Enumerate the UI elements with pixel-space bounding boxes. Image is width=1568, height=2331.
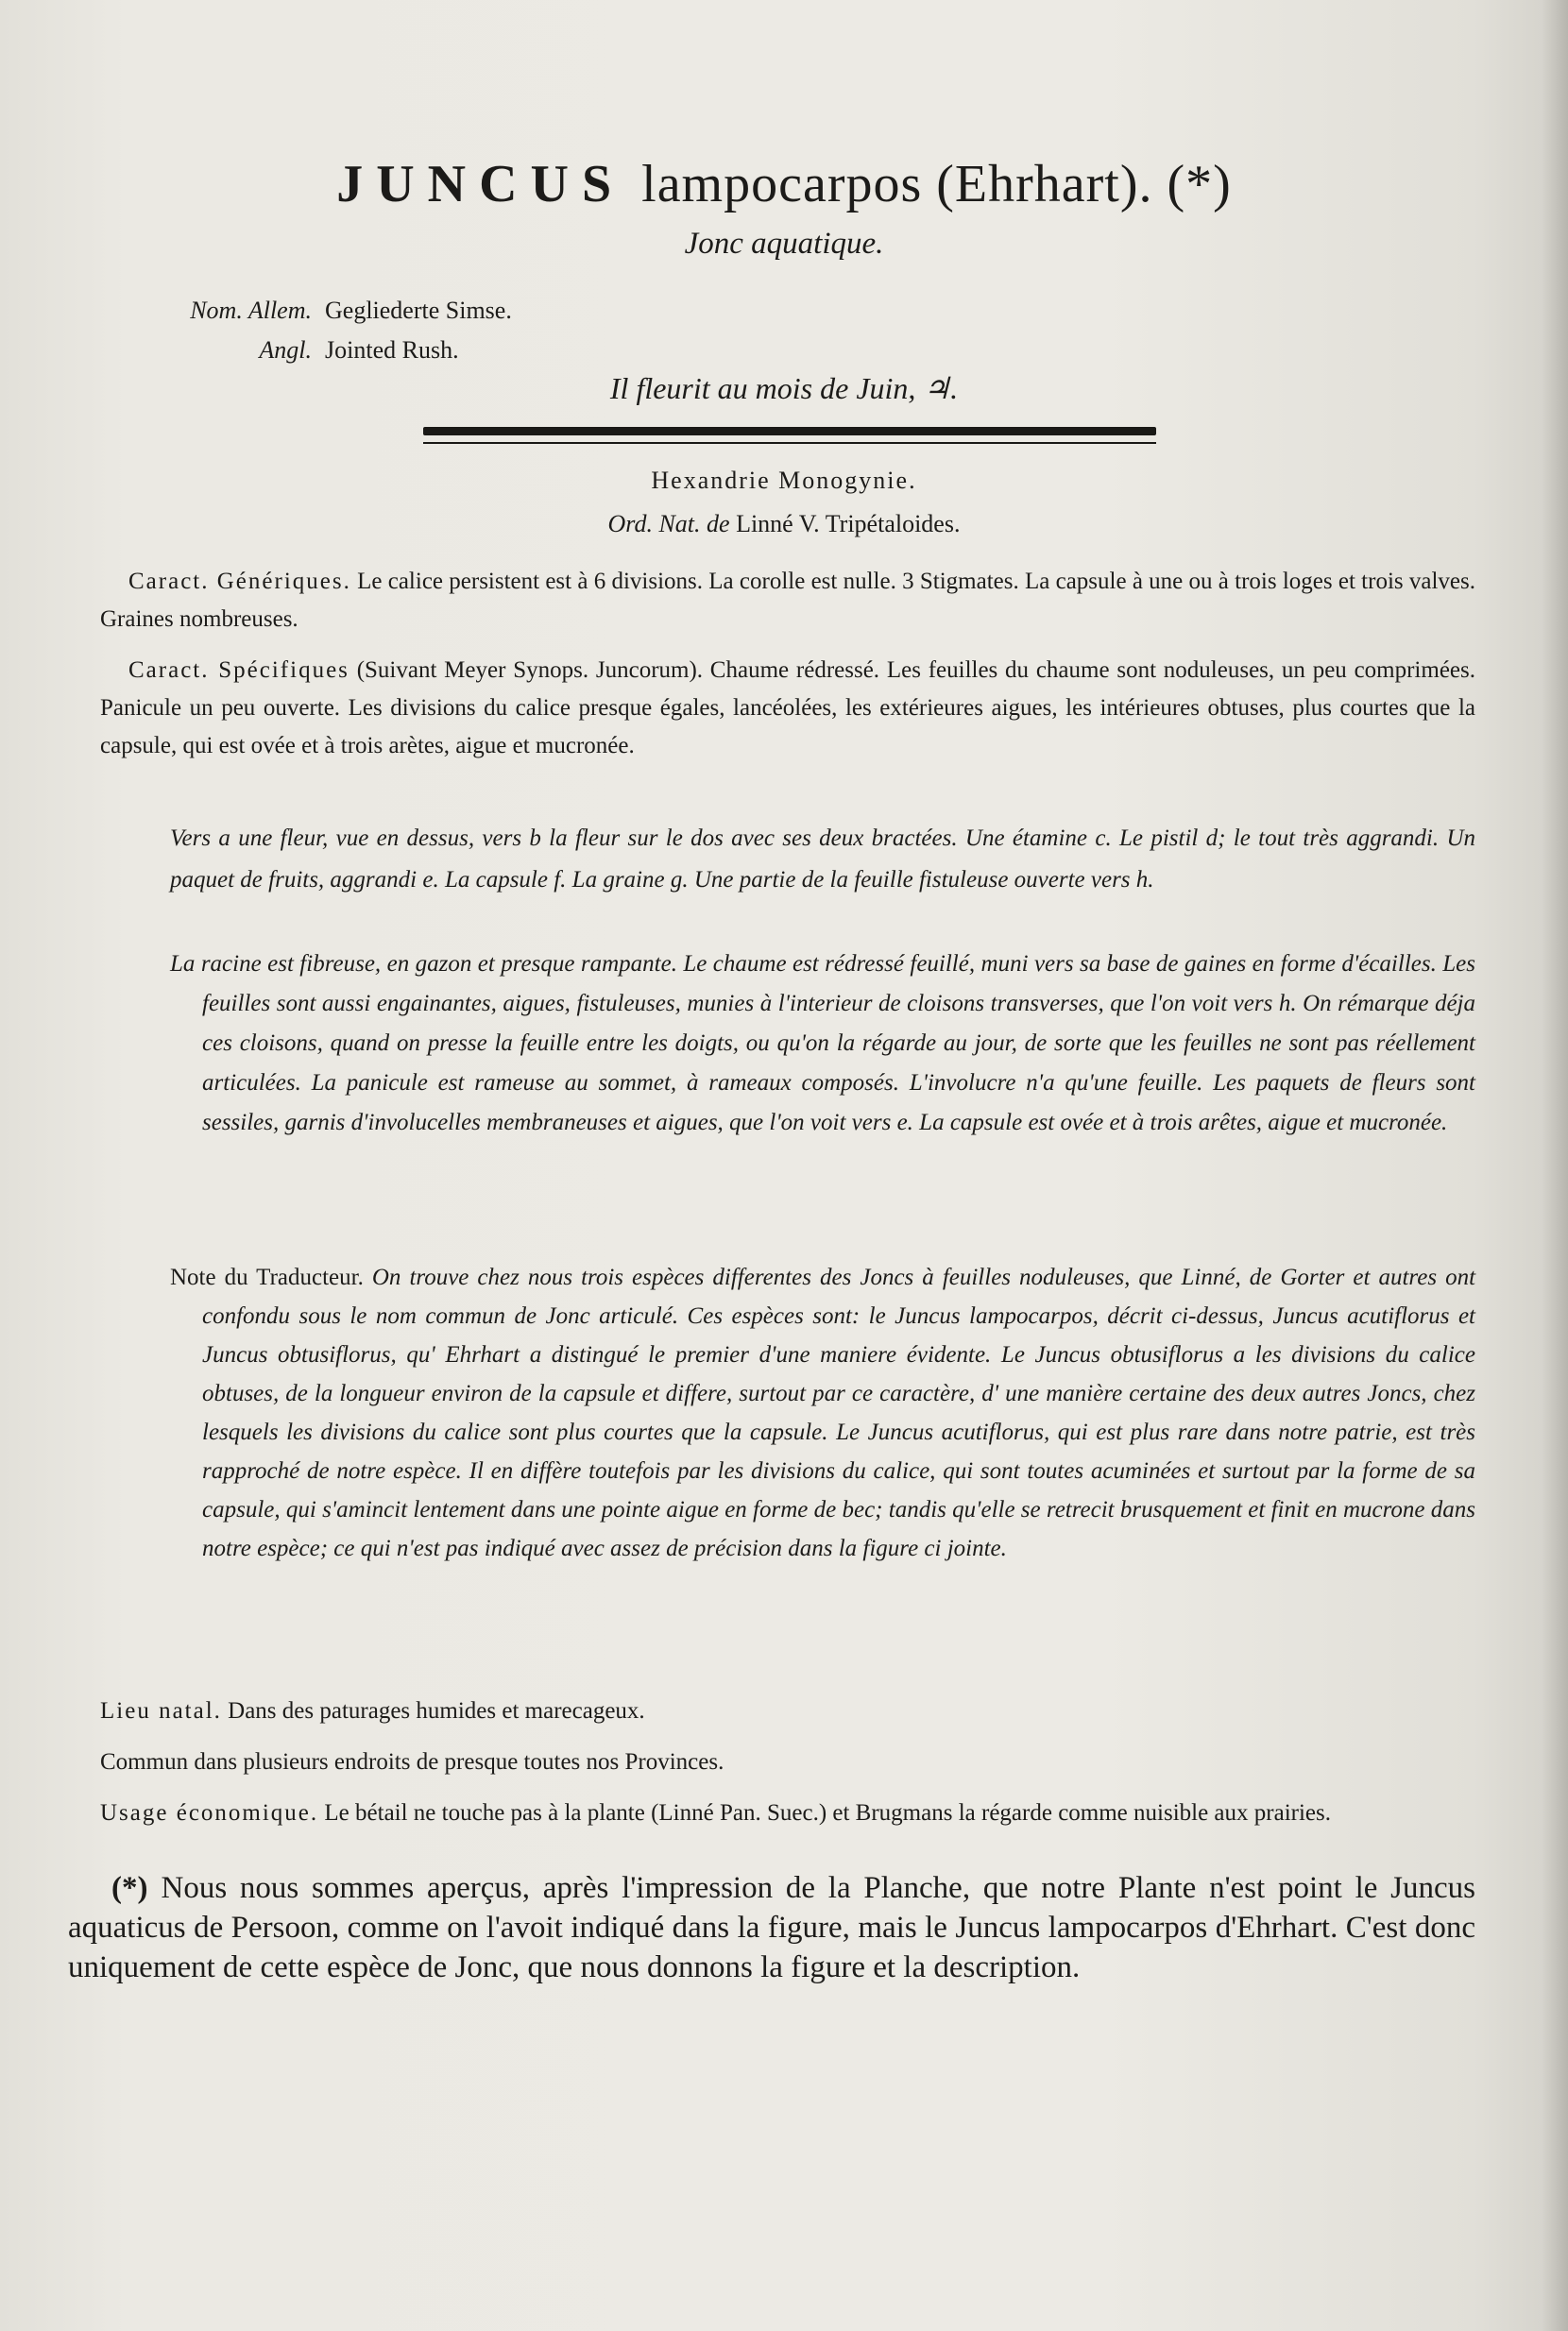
translator-note-heading: Note du Traducteur. — [170, 1265, 364, 1290]
distribution: Commun dans plusieurs endroits de presque toutes nos Provinces. — [100, 1749, 724, 1775]
title-species: lampocarpos (Ehrhart). (*) — [641, 155, 1232, 213]
plant-description: La racine est fibreuse, en gazon et presque rampante. Le chaume est rédressé feuillé, muni vers sa base de gaines en forme d'écailles. Les feuilles sont aussi engainantes, aigues, fistuleuses, munies à l'interieur de cloisons transverses, que l'on voit vers h. On rémarque déja ces cloisons, quand on presse la feuille entre les doigts, ou qu'on la régarde au jour, de sorte que les feuilles ne sont pas réellement articulées. La panicule est rameuse au sommet, à rameaux composés. L'involucre n'a qu'une feuille. Les paquets de fleurs sont sessiles, garnis d'involucelles membraneuses et aigues, que l'on voit vers e. La capsule est ovée et à trois arêtes, aigue et mucronée. — [170, 951, 1475, 1135]
name-english — [132, 331, 512, 370]
divider-thick — [423, 427, 1156, 435]
classification-natural-order — [0, 510, 1568, 538]
flowering-time: Il fleurit au mois de Juin, ♃. — [609, 371, 959, 405]
name-german-value: Gegliederte Simse. — [325, 297, 512, 324]
specific-text: (Suivant Meyer Synops. Juncorum). Chaume rédressé. Les feuilles du chaume sont noduleuses, un peu comprimées. Panicule un peu ouverte. Les divisions du calice presque égales, lancéolées, les extérieures aigues, les intérieures obtuses, plus courtes que la capsule, qui est ovée et à trois arètes, aigue et mucronée. — [100, 657, 1475, 758]
habitat-text: Dans des paturages humides et marecageux. — [228, 1698, 645, 1724]
name-english-value: Jointed Rush. — [325, 336, 459, 364]
generic-heading: Caract. Génériques. — [128, 569, 351, 594]
footnote-text: Nous nous sommes aperçus, après l'impression de la Planche, que notre Plante n'est point le Juncus aquaticus de Persoon, comme on l'avoit indiqué dans la figure, mais le Juncus lampocarpos d'Ehrhart. C'est donc uniquement de cette espèce de Jonc, que nous donnons la figure et la description. — [68, 1871, 1475, 1984]
name-german-label: Nom. Allem. — [190, 297, 312, 324]
figure-legend: Vers a une fleur, vue en dessus, vers b la fleur sur le dos avec ses deux bractées. Une étamine c. Le pistil d; le tout très aggrandi. Un paquet de fruits, aggrandi e. La capsule f. La graine g. Une partie de la feuille fistuleuse ouverte vers h. — [170, 825, 1475, 893]
translator-note — [170, 1258, 1475, 1568]
specific-heading: Caract. Spécifiques — [128, 657, 349, 683]
title-genus: JUNCUS — [336, 155, 625, 213]
name-english-label: Angl. — [259, 336, 312, 364]
generic-characters — [100, 563, 1475, 638]
habitat — [100, 1693, 1475, 1730]
common-name: Jonc aquatique. — [684, 227, 884, 261]
page-title — [0, 151, 1568, 217]
divider-thin — [423, 442, 1156, 444]
habitat-heading: Lieu natal. — [100, 1698, 222, 1724]
usage-heading: Usage économique. — [100, 1800, 319, 1826]
classification-linnaean: Hexandrie Monogynie. — [651, 467, 917, 494]
vernacular-names — [132, 291, 512, 370]
specific-characters — [100, 652, 1475, 765]
name-german — [132, 291, 512, 331]
translator-note-text: On trouve chez nous trois espèces differentes des Joncs à feuilles noduleuses, que Linné, de Gorter et autres ont confondu sous le nom commun de Jonc articulé. Ces espèces sont: le Juncus lampocarpos, décrit ci-dessus, Juncus acutiflorus et Juncus obtusiflorus, qu' Ehrhart a distingué le premier d'une maniere évidente. Le Juncus obtusiflorus a les divisions du calice obtuses, de la longueur environ de la capsule et differe, surtout par ce caractère, d' une manière certaine des deux autres Joncs, chez lesquels les divisions du calice sont plus courtes que la capsule. Le Juncus acutiflorus, qui est plus rare dans notre patrie, est très rapproché de notre espèce. Il en diffère toutefois par les divisions du calice, qui sont toutes acuminées et surtout par la forme de sa capsule, qui s'amincit lentement dans une pointe aigue en forme de bec; tandis qu'elle se retrecit brusquement et finit en mucrone dans notre espèce; ce qui n'est pas indiqué avec assez de précision dans la figure ci jointe. — [202, 1265, 1476, 1561]
economic-use — [100, 1795, 1475, 1832]
usage-text: Le bétail ne touche pas à la plante (Linné Pan. Suec.) et Brugmans la régarde comme nuisible aux prairies. — [324, 1800, 1331, 1826]
footnote-mark: (*) — [111, 1871, 148, 1905]
natural-order-value: Linné V. Tripétaloides. — [736, 510, 961, 537]
generic-text: Le calice persistent est à 6 divisions. La corolle est nulle. 3 Stigmates. La capsule à une ou à trois loges et trois valves. Graines nombreuses. — [100, 569, 1475, 632]
natural-order-label: Ord. Nat. de — [607, 510, 730, 537]
footnote — [68, 1868, 1475, 1987]
